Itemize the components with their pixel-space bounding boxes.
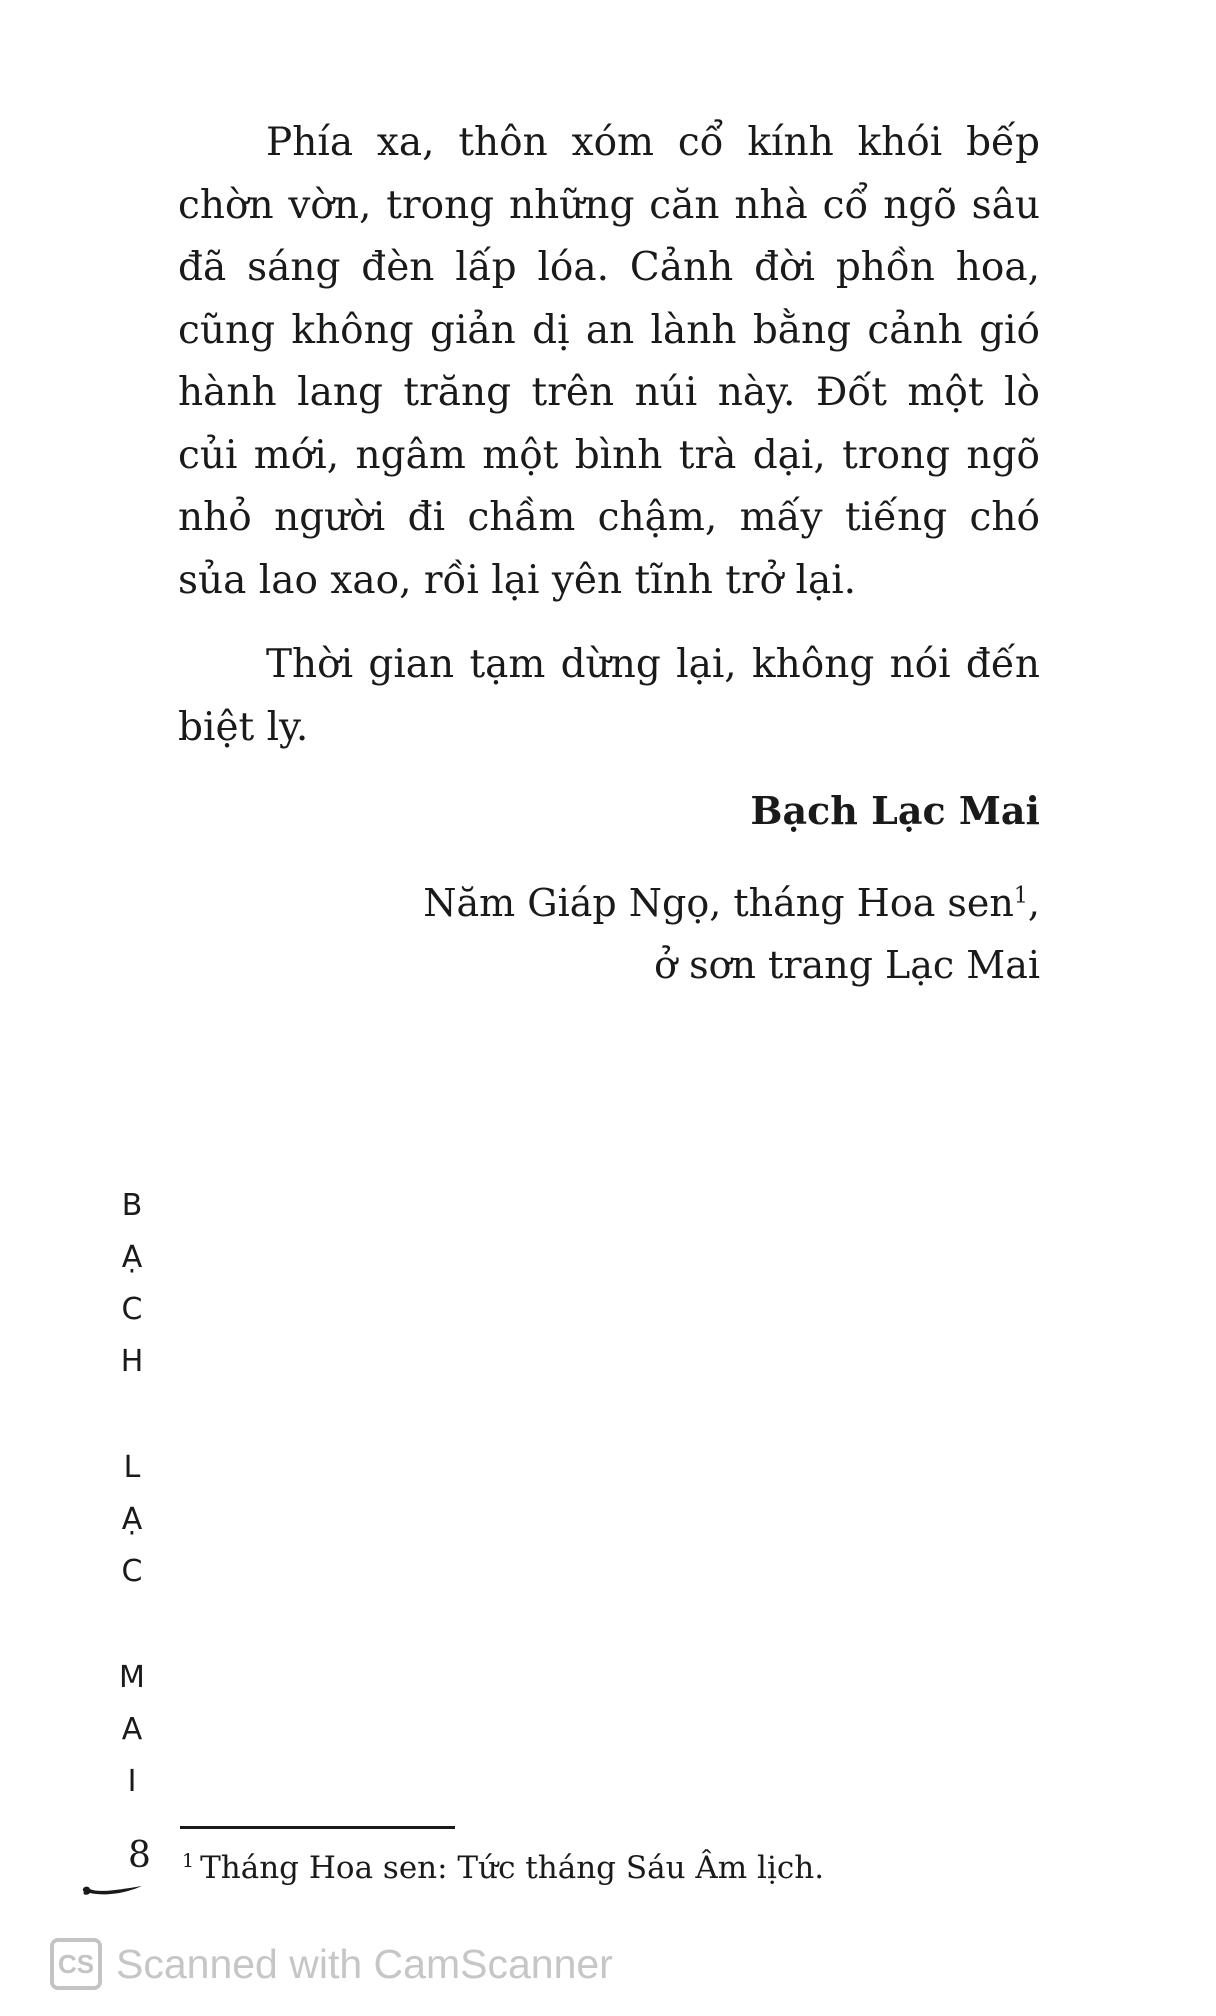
body-text bbox=[178, 112, 1040, 759]
footnote-text: Tháng Hoa sen: Tức tháng Sáu Âm lịch. bbox=[200, 1850, 825, 1886]
title-letter: H bbox=[120, 1344, 144, 1379]
title-letter: A bbox=[121, 1712, 143, 1747]
running-title-vertical bbox=[115, 1180, 149, 1808]
title-letter: C bbox=[121, 1292, 143, 1327]
camscanner-logo-icon: CS bbox=[50, 1938, 102, 1990]
title-letter: Ạ bbox=[121, 1240, 143, 1275]
title-letter: L bbox=[123, 1450, 141, 1485]
title-letter: Ạ bbox=[121, 1502, 143, 1537]
author-signature: Bạch Lạc Mai bbox=[750, 788, 1040, 833]
footnote-reference: 1 bbox=[1013, 883, 1028, 909]
title-letter: I bbox=[127, 1764, 137, 1799]
watermark-text: Scanned with CamScanner bbox=[116, 1940, 613, 1987]
swash-ornament-icon bbox=[78, 1880, 144, 1902]
dateline-line-1: Năm Giáp Ngọ, tháng Hoa sen$^1$, bbox=[423, 881, 1040, 925]
camscanner-watermark bbox=[50, 1938, 613, 1990]
paragraph-2: Thời gian tạm dừng lại, không nói đến biệt ly. bbox=[178, 642, 1040, 750]
footnote bbox=[182, 1850, 824, 1886]
dateline bbox=[423, 872, 1040, 996]
paragraph-1: Phía xa, thôn xóm cổ kính khói bếp chờn vờn, trong những căn nhà cổ ngõ sâu đã sáng đèn lấp lóa. Cảnh đời phồn hoa, cũng không giản dị an lành bằng cảnh gió hành lang trăng trên núi này. Đốt một lò củi mới, ngâm một bình trà dại, trong ngõ nhỏ người đi chầm chậm, mấy tiếng chó sủa lao xao, rồi lại yên tĩnh trở lại. bbox=[178, 120, 1040, 603]
page-number: 8 bbox=[128, 1835, 151, 1876]
title-letter: C bbox=[121, 1554, 143, 1589]
dateline-line-2: ở sơn trang Lạc Mai bbox=[654, 943, 1040, 987]
footnote-divider bbox=[180, 1826, 455, 1829]
footnote-mark: 1 bbox=[182, 1849, 195, 1872]
title-letter: M bbox=[119, 1660, 145, 1695]
title-letter: B bbox=[121, 1188, 143, 1223]
